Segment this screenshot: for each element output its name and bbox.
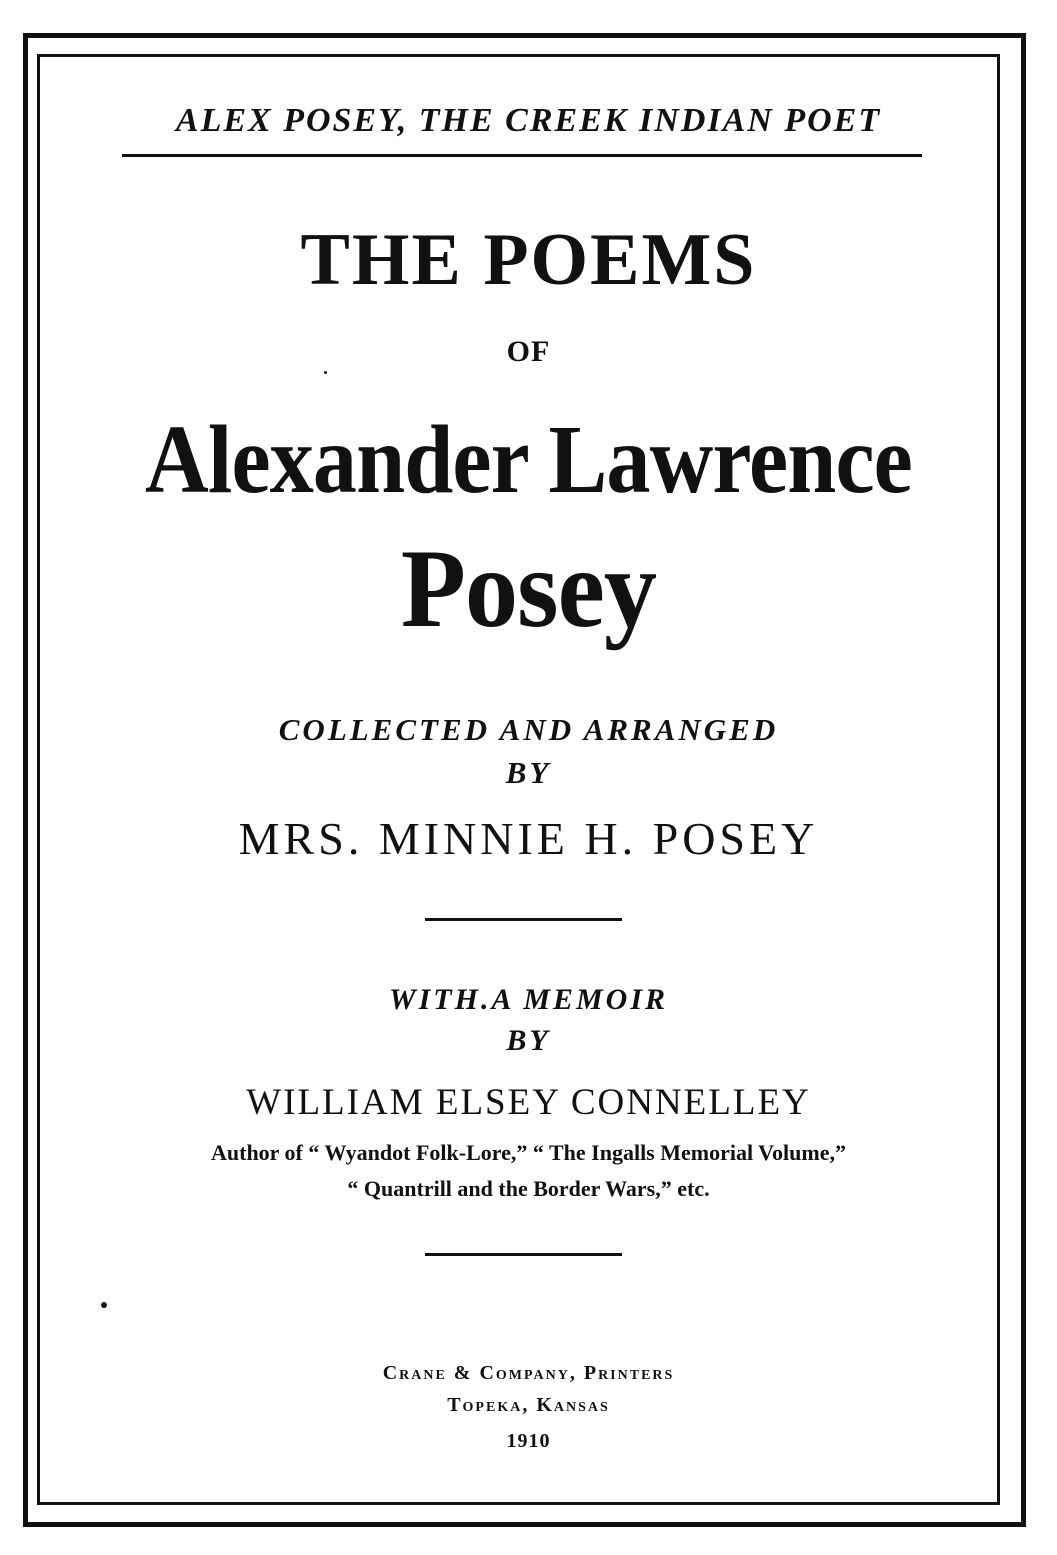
publication-year: 1910 <box>506 1430 551 1452</box>
editor-name: MRS. MINNIE H. POSEY <box>238 813 819 864</box>
collected-line: COLLECTED AND ARRANGED <box>278 712 779 747</box>
printer-imprint: Crane & Company, Printers <box>382 1362 675 1384</box>
author-name-line1: Alexander Lawrence <box>145 406 912 514</box>
ink-speck <box>324 371 327 374</box>
by-line-editor: BY <box>505 755 552 790</box>
printer-city: Topeka, Kansas <box>447 1394 610 1416</box>
author-name-line2: Posey <box>400 527 657 651</box>
series-line: ALEX POSEY, THE CREEK INDIAN POET <box>175 102 882 139</box>
author-credits-line2: “ Quantrill and the Border Wars,” etc. <box>347 1176 710 1201</box>
memoirist-name: WILLIAM ELSEY CONNELLEY <box>246 1082 811 1123</box>
book-title: THE POEMS <box>300 219 757 301</box>
by-line-memoirist: BY <box>506 1024 551 1057</box>
memoir-line: WITH.A MEMOIR <box>388 983 669 1016</box>
title-of: OF <box>506 335 551 368</box>
divider-rule <box>425 918 622 921</box>
ink-speck <box>101 1302 107 1308</box>
author-credits-line1: Author of “ Wyandot Folk-Lore,” “ The Ingalls Memorial Volume,” <box>211 1140 846 1165</box>
series-rule <box>122 154 922 157</box>
divider-rule <box>425 1253 622 1256</box>
